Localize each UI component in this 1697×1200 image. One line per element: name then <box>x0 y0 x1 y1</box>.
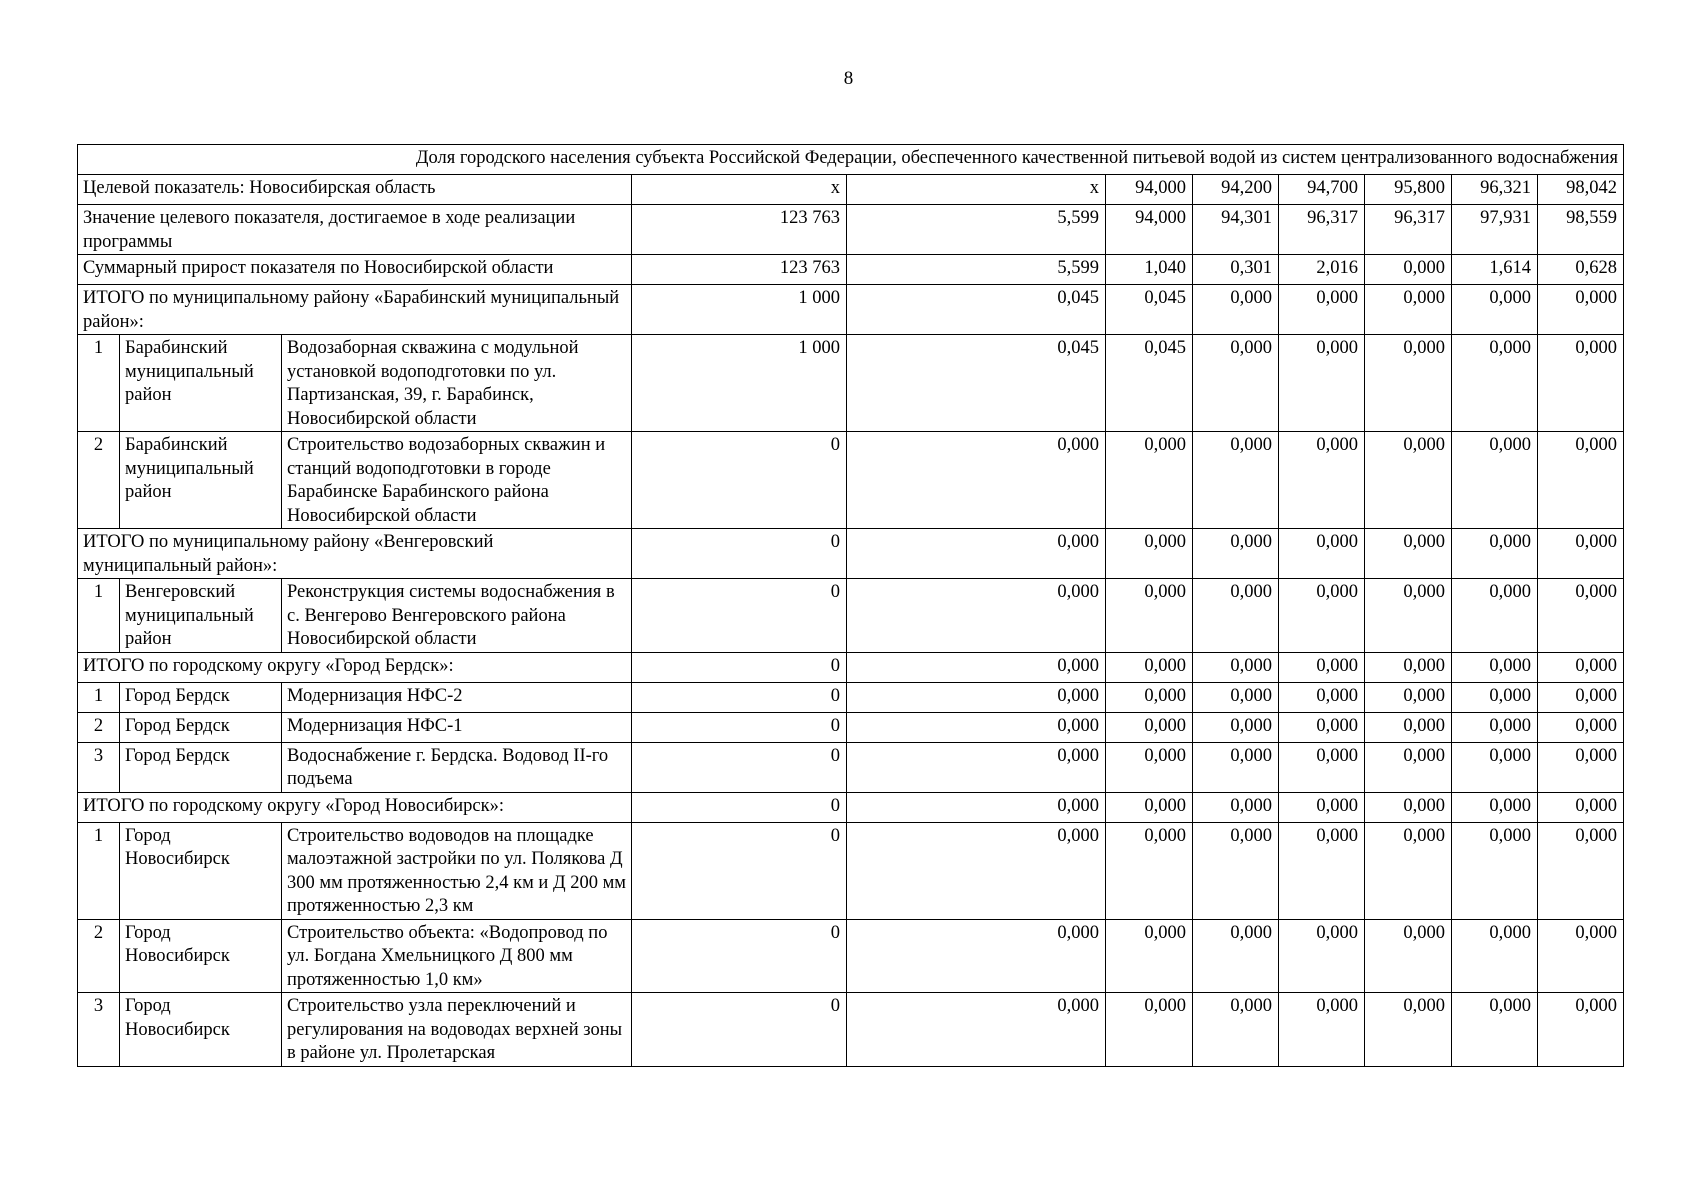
value-cell: 0,000 <box>1538 285 1624 335</box>
value-cell: 0 <box>632 742 847 792</box>
value-cell: 0 <box>632 712 847 742</box>
value-cell: 0,000 <box>1193 335 1279 432</box>
value-cell: 0,000 <box>1452 285 1538 335</box>
row-number: 1 <box>78 335 120 432</box>
value-cell: 0,000 <box>1279 579 1365 653</box>
municipality-name: Венгеровский муниципальный район <box>120 579 282 653</box>
value-cell: 0,000 <box>847 822 1106 919</box>
value-cell: 0,000 <box>1452 529 1538 579</box>
group-total-row <box>78 285 1624 335</box>
group-total-label: ИТОГО по городскому округу «Город Новосибирск»: <box>78 792 632 822</box>
value-cell: 0,000 <box>1279 742 1365 792</box>
project-name: Водозаборная скважина с модульной установкой водоподготовки по ул. Партизанская, 39, г. Барабинск, Новосибирской области <box>282 335 632 432</box>
value-cell: 0,000 <box>1538 432 1624 529</box>
group-total-label: ИТОГО по городскому округу «Город Бердск»: <box>78 652 632 682</box>
value-cell: 0,000 <box>1279 822 1365 919</box>
value-cell: 0,000 <box>1538 335 1624 432</box>
value-cell: 0,000 <box>1106 652 1193 682</box>
value-cell: х <box>847 175 1106 205</box>
value-cell: 0,000 <box>1193 579 1279 653</box>
value-cell: 0,000 <box>1452 919 1538 993</box>
value-cell: 0,000 <box>1279 335 1365 432</box>
row-number: 1 <box>78 682 120 712</box>
value-cell: 0 <box>632 822 847 919</box>
value-cell: 0,000 <box>1193 285 1279 335</box>
value-cell: 0,000 <box>1106 742 1193 792</box>
value-cell: 123 763 <box>632 205 847 255</box>
value-cell: 1,040 <box>1106 255 1193 285</box>
municipality-name: Город Бердск <box>120 712 282 742</box>
value-cell: 0,000 <box>1279 712 1365 742</box>
row-number: 2 <box>78 432 120 529</box>
value-cell: 0,000 <box>1538 822 1624 919</box>
value-cell: 0,000 <box>1452 652 1538 682</box>
value-cell: 0,000 <box>847 579 1106 653</box>
project-name: Водоснабжение г. Бердска. Водовод II-го подъема <box>282 742 632 792</box>
value-cell: х <box>632 175 847 205</box>
value-cell: 0,000 <box>1538 579 1624 653</box>
value-cell: 0,000 <box>1538 993 1624 1067</box>
value-cell: 0,000 <box>1365 255 1452 285</box>
value-cell: 0,000 <box>1365 432 1452 529</box>
value-cell: 96,321 <box>1452 175 1538 205</box>
value-cell: 0,045 <box>847 335 1106 432</box>
value-cell: 0,000 <box>1365 579 1452 653</box>
value-cell: 0 <box>632 792 847 822</box>
value-cell: 0,000 <box>1193 919 1279 993</box>
summary-row <box>78 205 1624 255</box>
value-cell: 0,000 <box>1365 919 1452 993</box>
summary-row <box>78 255 1624 285</box>
value-cell: 98,559 <box>1538 205 1624 255</box>
project-name: Строительство узла переключений и регулирования на водоводах верхней зоны в районе ул. Пролетарская <box>282 993 632 1067</box>
value-cell: 0,000 <box>1279 652 1365 682</box>
project-row <box>78 682 1624 712</box>
value-cell: 0,045 <box>1106 285 1193 335</box>
value-cell: 94,301 <box>1193 205 1279 255</box>
indicator-table <box>77 144 1624 1067</box>
project-row <box>78 742 1624 792</box>
value-cell: 0,000 <box>1452 432 1538 529</box>
value-cell: 0 <box>632 682 847 712</box>
value-cell: 0 <box>632 919 847 993</box>
value-cell: 0,000 <box>1365 792 1452 822</box>
value-cell: 0,000 <box>1279 432 1365 529</box>
value-cell: 0,000 <box>847 652 1106 682</box>
value-cell: 0,000 <box>1106 579 1193 653</box>
value-cell: 0,000 <box>847 919 1106 993</box>
value-cell: 1 000 <box>632 335 847 432</box>
value-cell: 0,000 <box>1538 792 1624 822</box>
value-cell: 0,000 <box>1365 682 1452 712</box>
value-cell: 97,931 <box>1452 205 1538 255</box>
value-cell: 5,599 <box>847 255 1106 285</box>
value-cell: 0,000 <box>1279 529 1365 579</box>
value-cell: 0,045 <box>1106 335 1193 432</box>
value-cell: 0,000 <box>1452 682 1538 712</box>
value-cell: 94,200 <box>1193 175 1279 205</box>
value-cell: 0,000 <box>1106 682 1193 712</box>
value-cell: 0,000 <box>847 432 1106 529</box>
page-number: 8 <box>843 68 854 89</box>
value-cell: 0,000 <box>1193 742 1279 792</box>
value-cell: 0,000 <box>1106 993 1193 1067</box>
value-cell: 0,000 <box>1365 529 1452 579</box>
value-cell: 0,000 <box>1452 993 1538 1067</box>
value-cell: 0,000 <box>1365 285 1452 335</box>
value-cell: 0,000 <box>1452 579 1538 653</box>
value-cell: 0,000 <box>1538 682 1624 712</box>
value-cell: 0,000 <box>1365 652 1452 682</box>
value-cell: 0,000 <box>847 792 1106 822</box>
value-cell: 0,000 <box>1452 792 1538 822</box>
value-cell: 0 <box>632 432 847 529</box>
value-cell: 94,000 <box>1106 205 1193 255</box>
value-cell: 0,000 <box>1538 919 1624 993</box>
value-cell: 0,000 <box>847 742 1106 792</box>
value-cell: 0,000 <box>1279 993 1365 1067</box>
value-cell: 1 000 <box>632 285 847 335</box>
value-cell: 0,000 <box>1106 822 1193 919</box>
value-cell: 0 <box>632 579 847 653</box>
value-cell: 0,000 <box>1538 529 1624 579</box>
value-cell: 0,000 <box>1452 335 1538 432</box>
group-total-row <box>78 792 1624 822</box>
value-cell: 0,000 <box>1106 792 1193 822</box>
value-cell: 0 <box>632 993 847 1067</box>
project-row <box>78 432 1624 529</box>
project-name: Модернизация НФС-2 <box>282 682 632 712</box>
value-cell: 0,000 <box>847 529 1106 579</box>
municipality-name: Город Бердск <box>120 742 282 792</box>
value-cell: 0,000 <box>1279 682 1365 712</box>
value-cell: 0,000 <box>1279 919 1365 993</box>
value-cell: 0,000 <box>1365 822 1452 919</box>
value-cell: 0 <box>632 529 847 579</box>
municipality-name: Город Бердск <box>120 682 282 712</box>
value-cell: 0,000 <box>1538 652 1624 682</box>
value-cell: 96,317 <box>1279 205 1365 255</box>
value-cell: 96,317 <box>1365 205 1452 255</box>
value-cell: 0,000 <box>1106 432 1193 529</box>
value-cell: 0,000 <box>1365 335 1452 432</box>
municipality-name: Город Новосибирск <box>120 919 282 993</box>
group-total-label: ИТОГО по муниципальному району «Барабинский муниципальный район»: <box>78 285 632 335</box>
value-cell: 94,700 <box>1279 175 1365 205</box>
project-name: Строительство водоводов на площадке малоэтажной застройки по ул. Полякова Д 300 мм протяженностью 2,4 км и Д 200 мм протяженностью 2,3 км <box>282 822 632 919</box>
project-row <box>78 335 1624 432</box>
value-cell: 0 <box>632 652 847 682</box>
value-cell: 95,800 <box>1365 175 1452 205</box>
value-cell: 0,628 <box>1538 255 1624 285</box>
group-total-label: ИТОГО по муниципальному району «Венгеровский муниципальный район»: <box>78 529 632 579</box>
value-cell: 1,614 <box>1452 255 1538 285</box>
value-cell: 0,000 <box>1193 993 1279 1067</box>
value-cell: 0,000 <box>1365 993 1452 1067</box>
value-cell: 0,000 <box>1538 712 1624 742</box>
project-row <box>78 822 1624 919</box>
value-cell: 0,000 <box>1452 742 1538 792</box>
value-cell: 94,000 <box>1106 175 1193 205</box>
value-cell: 123 763 <box>632 255 847 285</box>
value-cell: 0,000 <box>1452 712 1538 742</box>
value-cell: 0,000 <box>847 993 1106 1067</box>
row-number: 1 <box>78 579 120 653</box>
summary-row <box>78 175 1624 205</box>
value-cell: 5,599 <box>847 205 1106 255</box>
value-cell: 0,000 <box>1193 652 1279 682</box>
summary-label: Суммарный прирост показателя по Новосибирской области <box>78 255 632 285</box>
summary-label: Целевой показатель: Новосибирская область <box>78 175 632 205</box>
value-cell: 0,045 <box>847 285 1106 335</box>
row-number: 2 <box>78 919 120 993</box>
value-cell: 2,016 <box>1279 255 1365 285</box>
value-cell: 0,000 <box>1106 529 1193 579</box>
value-cell: 0,000 <box>1193 822 1279 919</box>
municipality-name: Город Новосибирск <box>120 993 282 1067</box>
value-cell: 0,000 <box>847 682 1106 712</box>
project-row <box>78 919 1624 993</box>
value-cell: 98,042 <box>1538 175 1624 205</box>
table-title-row <box>78 145 1624 175</box>
group-total-row <box>78 652 1624 682</box>
group-total-row <box>78 529 1624 579</box>
project-row <box>78 993 1624 1067</box>
value-cell: 0,000 <box>1193 712 1279 742</box>
project-row <box>78 712 1624 742</box>
value-cell: 0,000 <box>1365 742 1452 792</box>
project-name: Строительство объекта: «Водопровод по ул. Богдана Хмельницкого Д 800 мм протяженностью 1,0 км» <box>282 919 632 993</box>
value-cell: 0,000 <box>1106 919 1193 993</box>
project-name: Строительство водозаборных скважин и станций водоподготовки в городе Барабинске Барабинского района Новосибирской области <box>282 432 632 529</box>
project-row <box>78 579 1624 653</box>
value-cell: 0,000 <box>1279 792 1365 822</box>
value-cell: 0,301 <box>1193 255 1279 285</box>
value-cell: 0,000 <box>847 712 1106 742</box>
value-cell: 0,000 <box>1193 432 1279 529</box>
table-title: Доля городского населения субъекта Российской Федерации, обеспеченного качественной питьевой водой из систем централизованного водоснабжения <box>78 145 1624 175</box>
value-cell: 0,000 <box>1106 712 1193 742</box>
municipality-name: Барабинский муниципальный район <box>120 432 282 529</box>
row-number: 1 <box>78 822 120 919</box>
value-cell: 0,000 <box>1279 285 1365 335</box>
municipality-name: Барабинский муниципальный район <box>120 335 282 432</box>
project-name: Модернизация НФС-1 <box>282 712 632 742</box>
project-name: Реконструкция системы водоснабжения в с. Венгерово Венгеровского района Новосибирской области <box>282 579 632 653</box>
summary-label: Значение целевого показателя, достигаемое в ходе реализации программы <box>78 205 632 255</box>
value-cell: 0,000 <box>1193 792 1279 822</box>
row-number: 3 <box>78 742 120 792</box>
value-cell: 0,000 <box>1193 529 1279 579</box>
value-cell: 0,000 <box>1452 822 1538 919</box>
municipality-name: Город Новосибирск <box>120 822 282 919</box>
value-cell: 0,000 <box>1193 682 1279 712</box>
value-cell: 0,000 <box>1538 742 1624 792</box>
value-cell: 0,000 <box>1365 712 1452 742</box>
row-number: 2 <box>78 712 120 742</box>
row-number: 3 <box>78 993 120 1067</box>
